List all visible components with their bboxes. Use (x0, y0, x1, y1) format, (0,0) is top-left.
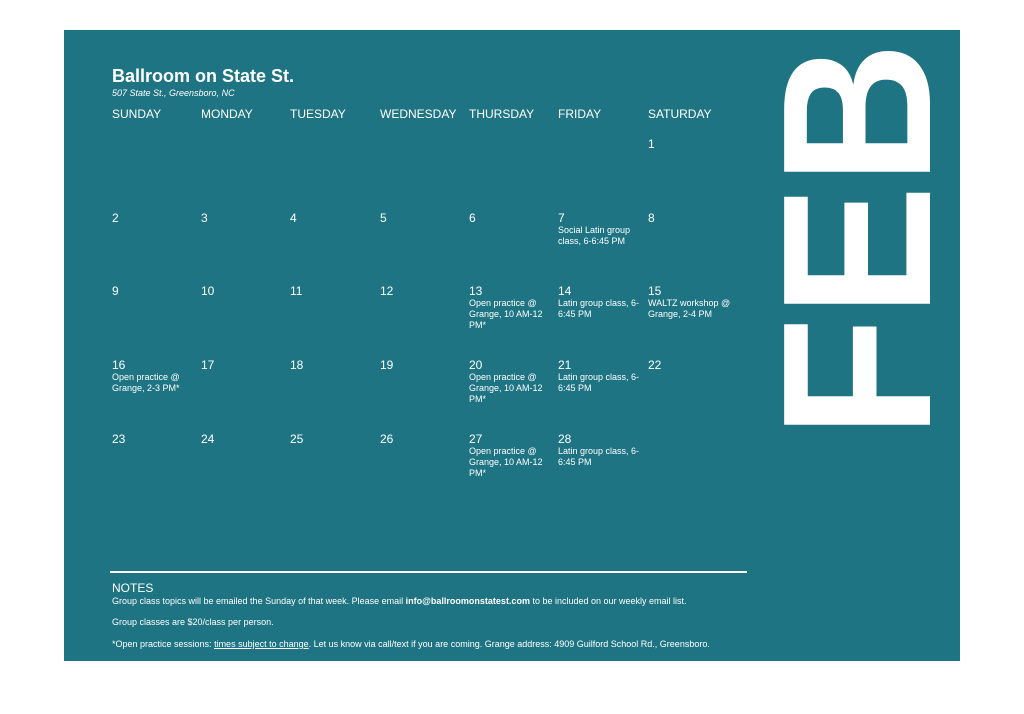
day-number: 4 (290, 211, 297, 225)
day-event: Latin group class, 6-6:45 PM (558, 372, 640, 393)
day-cell (290, 358, 379, 432)
day-cell (290, 432, 379, 506)
day-number: 19 (380, 358, 394, 372)
day-number: 28 (558, 432, 572, 446)
day-cell (201, 284, 290, 358)
day-number: 17 (201, 358, 215, 372)
day-cell (648, 211, 737, 285)
venue-address: 507 State St., Greensboro, NC (112, 88, 235, 98)
day-cell (380, 137, 469, 211)
day-number: 3 (201, 211, 208, 225)
day-cell (112, 137, 201, 211)
schedule-change-link[interactable]: times subject to change (214, 639, 309, 649)
day-cell (558, 284, 647, 358)
day-cell (380, 284, 469, 358)
day-event: Latin group class, 6-6:45 PM (558, 446, 640, 467)
day-number: 2 (112, 211, 119, 225)
day-event: Open practice @ Grange, 10 AM-12 PM* (469, 372, 543, 404)
month-label-text: FEB (738, 14, 975, 438)
venue-title: Ballroom on State St. (112, 66, 295, 86)
day-event: Open practice @ Grange, 10 AM-12 PM* (469, 298, 543, 330)
note-pricing: Group classes are $20/class per person. (112, 617, 274, 627)
day-cell (380, 432, 469, 506)
day-cell (290, 137, 379, 211)
day-event: Latin group class, 6-6:45 PM (558, 298, 640, 319)
day-cell (112, 284, 201, 358)
day-cell (648, 137, 737, 211)
day-cell (558, 137, 647, 211)
day-cell (558, 432, 647, 506)
day-cell (380, 358, 469, 432)
day-number: 21 (558, 358, 572, 372)
day-number: 13 (469, 284, 483, 298)
note-email-list: Group class topics will be emailed the Sunday of that week. Please email info@ballroomonstatest.com to be included on our weekly email list. (112, 596, 687, 606)
day-number: 27 (469, 432, 483, 446)
day-number: 8 (648, 211, 655, 225)
day-number: 11 (290, 284, 303, 298)
day-cell (201, 358, 290, 432)
day-cell (469, 284, 558, 358)
day-number: 5 (380, 211, 387, 225)
day-number: 7 (558, 211, 565, 225)
day-number: 20 (469, 358, 483, 372)
day-cell (648, 284, 737, 358)
day-number: 15 (648, 284, 662, 298)
day-cell (558, 211, 647, 285)
day-cell (201, 137, 290, 211)
day-event: Social Latin group class, 6-6:45 PM (558, 225, 631, 246)
day-number: 10 (201, 284, 215, 298)
day-number: 18 (290, 358, 304, 372)
day-cell (558, 358, 647, 432)
month-label (738, 14, 975, 440)
day-number: 26 (380, 432, 394, 446)
weekday-label: TUESDAY (290, 107, 346, 121)
day-number: 1 (648, 137, 655, 151)
day-cell (201, 211, 290, 285)
day-cell (290, 284, 379, 358)
weekday-label: SUNDAY (112, 107, 162, 121)
day-cell (290, 211, 379, 285)
notes-divider (110, 571, 747, 573)
notes-heading: NOTES (112, 581, 154, 595)
weekday-label: SATURDAY (648, 107, 712, 121)
day-cell (469, 211, 558, 285)
day-event: Open practice @ Grange, 2-3 PM* (112, 372, 180, 393)
day-cell (380, 211, 469, 285)
day-cell (648, 358, 737, 432)
day-number: 16 (112, 358, 126, 372)
day-number: 25 (290, 432, 304, 446)
day-number: 23 (112, 432, 126, 446)
day-event: Open practice @ Grange, 10 AM-12 PM* (469, 446, 543, 478)
day-cell (201, 432, 290, 506)
day-cell (112, 211, 201, 285)
day-cell (469, 137, 558, 211)
day-cell (469, 432, 558, 506)
day-number: 9 (112, 284, 119, 298)
day-cell (112, 432, 201, 506)
day-cell (112, 358, 201, 432)
day-number: 6 (469, 211, 476, 225)
weekday-label: MONDAY (201, 107, 253, 121)
day-number: 24 (201, 432, 215, 446)
calendar-page (64, 14, 975, 661)
weekday-label: FRIDAY (558, 107, 602, 121)
day-number: 22 (648, 358, 662, 372)
weekday-label: WEDNESDAY (380, 107, 457, 121)
weekday-label: THURSDAY (469, 107, 535, 121)
day-cell (469, 358, 558, 432)
day-number: 14 (558, 284, 572, 298)
contact-email[interactable]: info@ballroomonstatest.com (405, 596, 530, 606)
day-number: 12 (380, 284, 394, 298)
note-open-practice: *Open practice sessions: times subject to change. Let us know via call/text if you are coming. Grange address: 4909 Guilford School Rd., Greensboro. (112, 639, 710, 649)
day-cell (648, 432, 737, 506)
day-event: WALTZ workshop @ Grange, 2-4 PM (648, 298, 731, 319)
